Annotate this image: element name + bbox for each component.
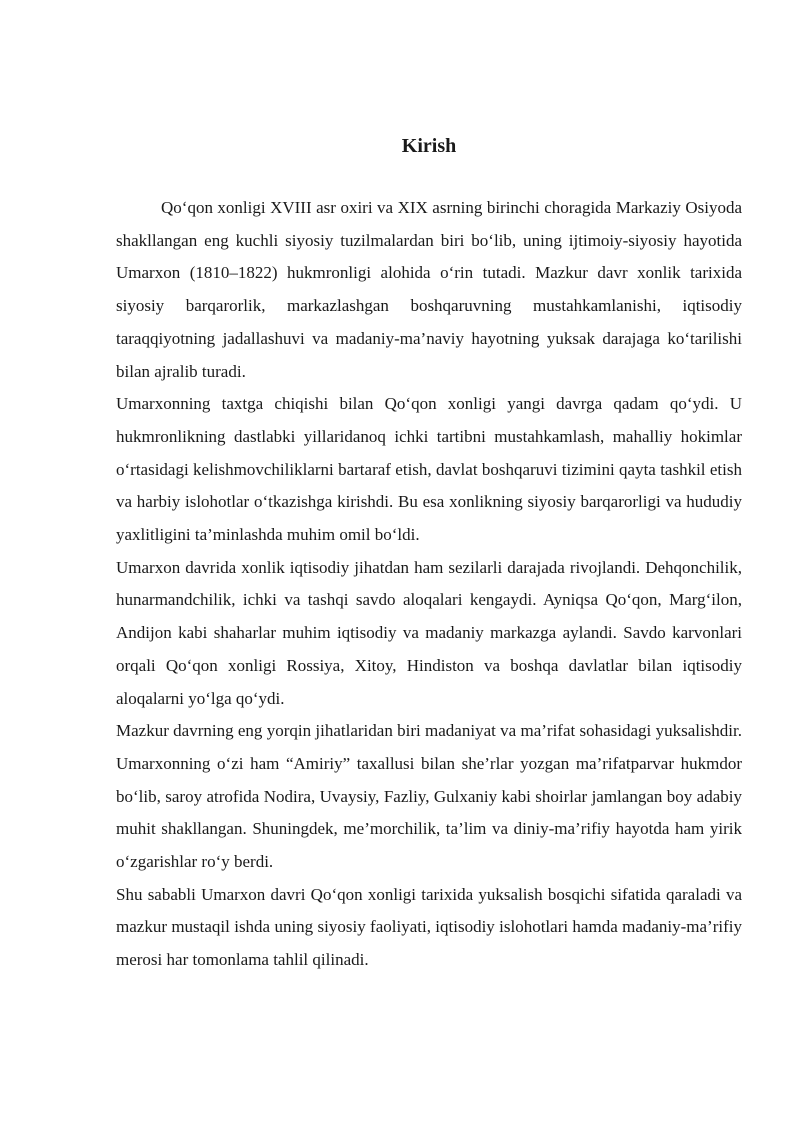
paragraph-conclusion: Shu sababli Umarxon davri Qo‘qon xonligi tarixida yuksalish bosqichi sifatida qaraladi va mazkur mustaqil ishda uning siyosiy faoliyati, iqtisodiy islohotlari hamda madaniy-ma’rifiy merosi har tomonlama tahlil qilinadi. [116,884,742,970]
paragraph-accession: Umarxonning taxtga chiqishi bilan Qo‘qon xonligi yangi davrga qadam qo‘ydi. U hukmronlikning dastlabki yillaridanoq ichki tartibni mustahkamlash, mahalliy hokimlar o‘rtasidagi kelishmovchiliklarni bartaraf etish, davlat boshqaruvi tizimini qayta tashkil etish va harbiy islohotlar o‘tkazishga kirishdi. Bu esa xonlikning siyosiy barqarorligi va hududiy yaxlitligini ta’minlashda muhim omil bo‘ldi. [116,394,742,545]
page-title: Kirish [401,135,457,157]
document-body [116,192,742,977]
paragraph-intro: Qo‘qon xonligi XVIII asr oxiri va XIX asrning birinchi choragida Markaziy Osiyoda shakllangan eng kuchli siyosiy tuzilmalardan biri bo‘lib, uning ijtimoiy-siyosiy hayotida Umarxon (1810–1822) hukmronligi alohida o‘rin tutadi. Mazkur davr xonlik tarixida siyosiy barqarorlik, markazlashgan boshqaruvning mustahkamlanishi, iqtisodiy taraqqiyotning jadallashuvi va madaniy-ma’naviy hayotning yuksak darajaga ko‘tarilishi bilan ajralib turadi. [116,198,742,381]
paragraph-economy: Umarxon davrida xonlik iqtisodiy jihatdan ham sezilarli darajada rivojlandi. Dehqonchilik, hunarmandchilik, ichki va tashqi savdo aloqalari kengaydi. Ayniqsa Qo‘qon, Marg‘ilon, Andijon kabi shaharlar muhim iqtisodiy va madaniy markazga aylandi. Savdo karvonlari orqali Qo‘qon xonligi Rossiya, Xitoy, Hindiston va boshqa davlatlar bilan iqtisodiy aloqalarni yo‘lga qo‘ydi. [116,557,742,708]
paragraph-culture: Mazkur davrning eng yorqin jihatlaridan biri madaniyat va ma’rifat sohasidagi yuksalishdir. Umarxonning o‘zi ham “Amiriy” taxallusi bilan she’rlar yozgan ma’rifatparvar hukmdor bo‘lib, saroy atrofida Nodira, Uvaysiy, Fazliy, Gulxaniy kabi shoirlar jamlangan boy adabiy muhit shakllangan. Shuningdek, me’morchilik, ta’lim va diniy-ma’rifiy hayotda ham yirik o‘zgarishlar ro‘y berdi. [116,721,742,872]
